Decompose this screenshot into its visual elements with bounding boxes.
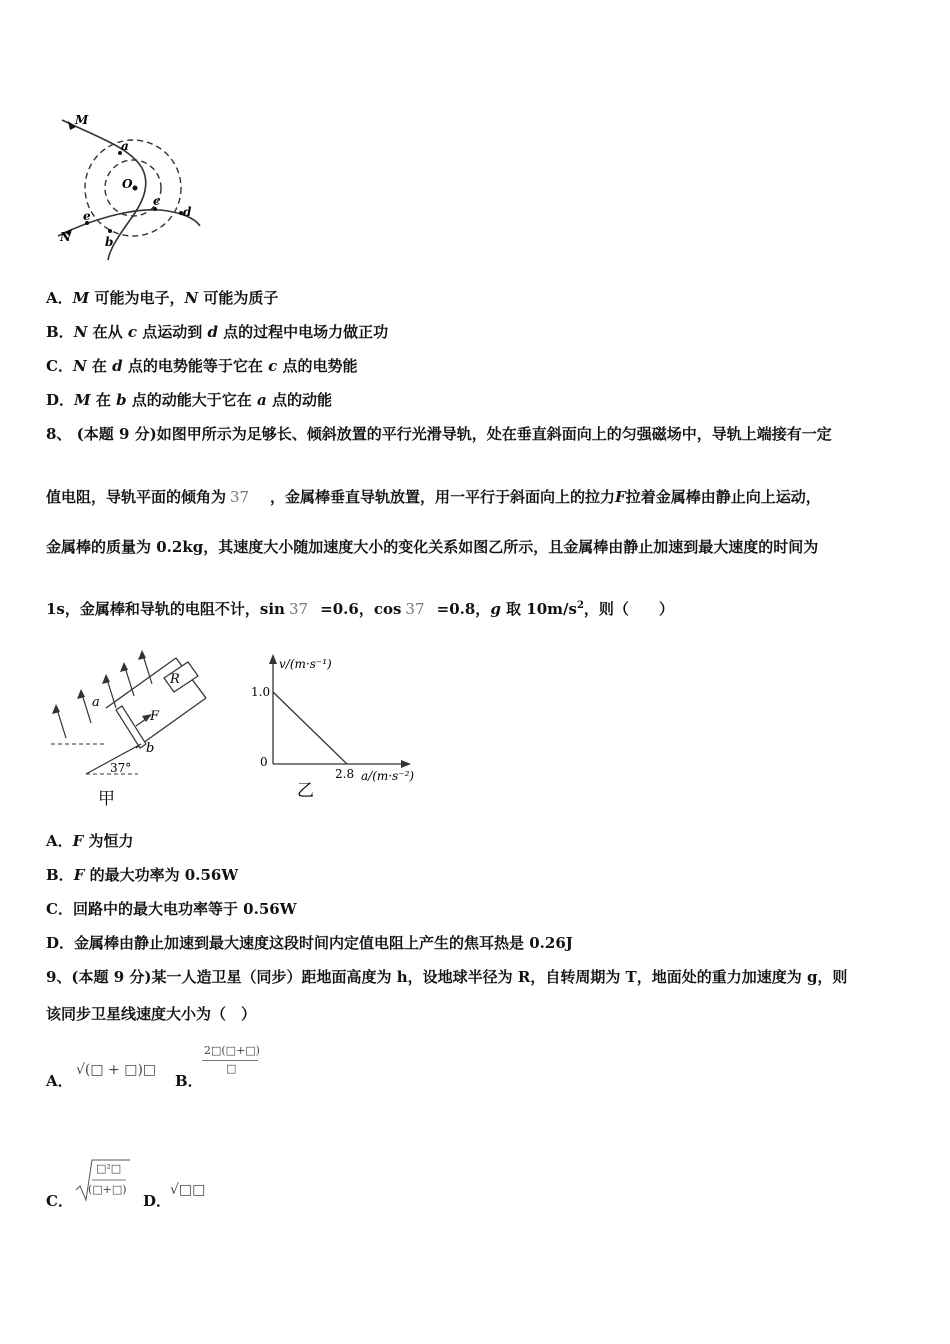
- label-b: b: [105, 235, 114, 249]
- trajectory-figure: [50, 108, 210, 268]
- rail-top: [106, 658, 176, 708]
- label-F: F: [150, 709, 160, 724]
- label-b: b: [146, 741, 155, 756]
- point-b: [108, 229, 112, 233]
- q8-option-a: A．F 为恒力: [46, 832, 134, 850]
- series-line: [273, 692, 347, 764]
- q8-line-3: 金属棒的质量为 0.2kg，其速度大小随加速度大小的变化关系如图乙所示，且金属棒由静止加速到最大速度的时间为: [46, 538, 819, 556]
- q7-option-a: A．M 可能为电子，N 可能为质子: [46, 289, 279, 307]
- label-O: O: [122, 177, 133, 191]
- figure-jia: [46, 648, 216, 813]
- caption-yi: 乙: [297, 781, 314, 801]
- label-c: c: [153, 194, 161, 208]
- x-tick-label: 2.8: [335, 767, 355, 781]
- q9-option-b-label: B．: [175, 1072, 203, 1090]
- q9-option-c-den: (□+□): [88, 1183, 127, 1196]
- caption-jia: 甲: [98, 789, 115, 809]
- q8-option-c: C．回路中的最大电功率等于 0.56W: [46, 900, 297, 918]
- label-R: R: [170, 672, 180, 687]
- x-axis-arrow: [401, 760, 411, 768]
- label-M: M: [75, 113, 89, 127]
- q7-option-d: D．M 在 b 点的动能大于它在 a 点的动能: [46, 391, 332, 409]
- metal-rod: [116, 706, 146, 748]
- angle-37-cos: 37: [405, 600, 425, 618]
- chart-yi: [245, 648, 435, 808]
- trajectory-N: [58, 210, 200, 236]
- q8-option-b: B．F 的最大功率为 0.56W: [46, 866, 239, 884]
- q7-option-c: C．N 在 d 点的电势能等于它在 c 点的电势能: [46, 357, 358, 375]
- label-N: N: [60, 230, 71, 244]
- q8-line-4: 1s，金属棒和导轨的电阻不计，sin 37 =0.6，cos 37 =0.8，g 取 $10m/s^2$，则（ ）: [46, 600, 674, 618]
- origin-label: 0: [260, 755, 268, 769]
- center-O: [133, 186, 138, 191]
- angle-37: 37: [230, 488, 250, 506]
- q9-option-c-label: C．: [46, 1192, 73, 1210]
- label-e: e: [83, 209, 91, 223]
- q8-line-2: 值电阻，导轨平面的倾角为 37 ，金属棒垂直导轨放置，用一平行于斜面向上的拉力F拉着金属棒由静止向上运动，: [46, 488, 821, 506]
- x-axis-label: a/(m·s⁻²): [361, 769, 415, 783]
- angle-37-sin: 37: [288, 600, 309, 618]
- q9-option-a-formula: √(□ + □)□: [76, 1062, 157, 1078]
- y-tick-label: 1.0: [251, 685, 271, 699]
- y-axis-arrow: [269, 654, 277, 664]
- q9-option-c-num: □²□: [96, 1162, 122, 1175]
- q9-option-b-bar: [202, 1060, 258, 1061]
- q9-option-d-formula: √□□: [170, 1182, 206, 1198]
- q9-line-2: 该同步卫星线速度大小为（ ）: [46, 1005, 257, 1023]
- q9-option-b-num: 2□(□+□): [204, 1044, 260, 1057]
- y-axis-label: v/(m·s⁻¹): [279, 657, 332, 671]
- label-d: d: [183, 205, 192, 219]
- q7-option-b: B．N 在从 c 点运动到 d 点的过程中电场力做正功: [46, 323, 389, 341]
- angle-label: 37°: [110, 761, 132, 775]
- q8-option-d: D．金属棒由静止加速到最大速度这段时间内定值电阻上产生的焦耳热是 0.26J: [46, 934, 573, 952]
- label-a: a: [92, 695, 100, 710]
- trajectory-M: [62, 120, 146, 260]
- q9-line-1: 9、(本题 9 分)某一人造卫星（同步）距地面高度为 h，设地球半径为 R，自转周期为 T，地面处的重力加速度为 g，则: [46, 968, 848, 986]
- q9-option-d-label: D．: [143, 1192, 172, 1210]
- label-a: a: [121, 139, 129, 153]
- q9-option-b-den: □: [226, 1062, 237, 1075]
- q9-option-a-label: A．: [46, 1072, 73, 1090]
- q8-line-1: 8、 (本题 9 分)如图甲所示为足够长、倾斜放置的平行光滑导轨，处在垂直斜面向上的匀强磁场中，导轨上端接有一定: [46, 425, 832, 443]
